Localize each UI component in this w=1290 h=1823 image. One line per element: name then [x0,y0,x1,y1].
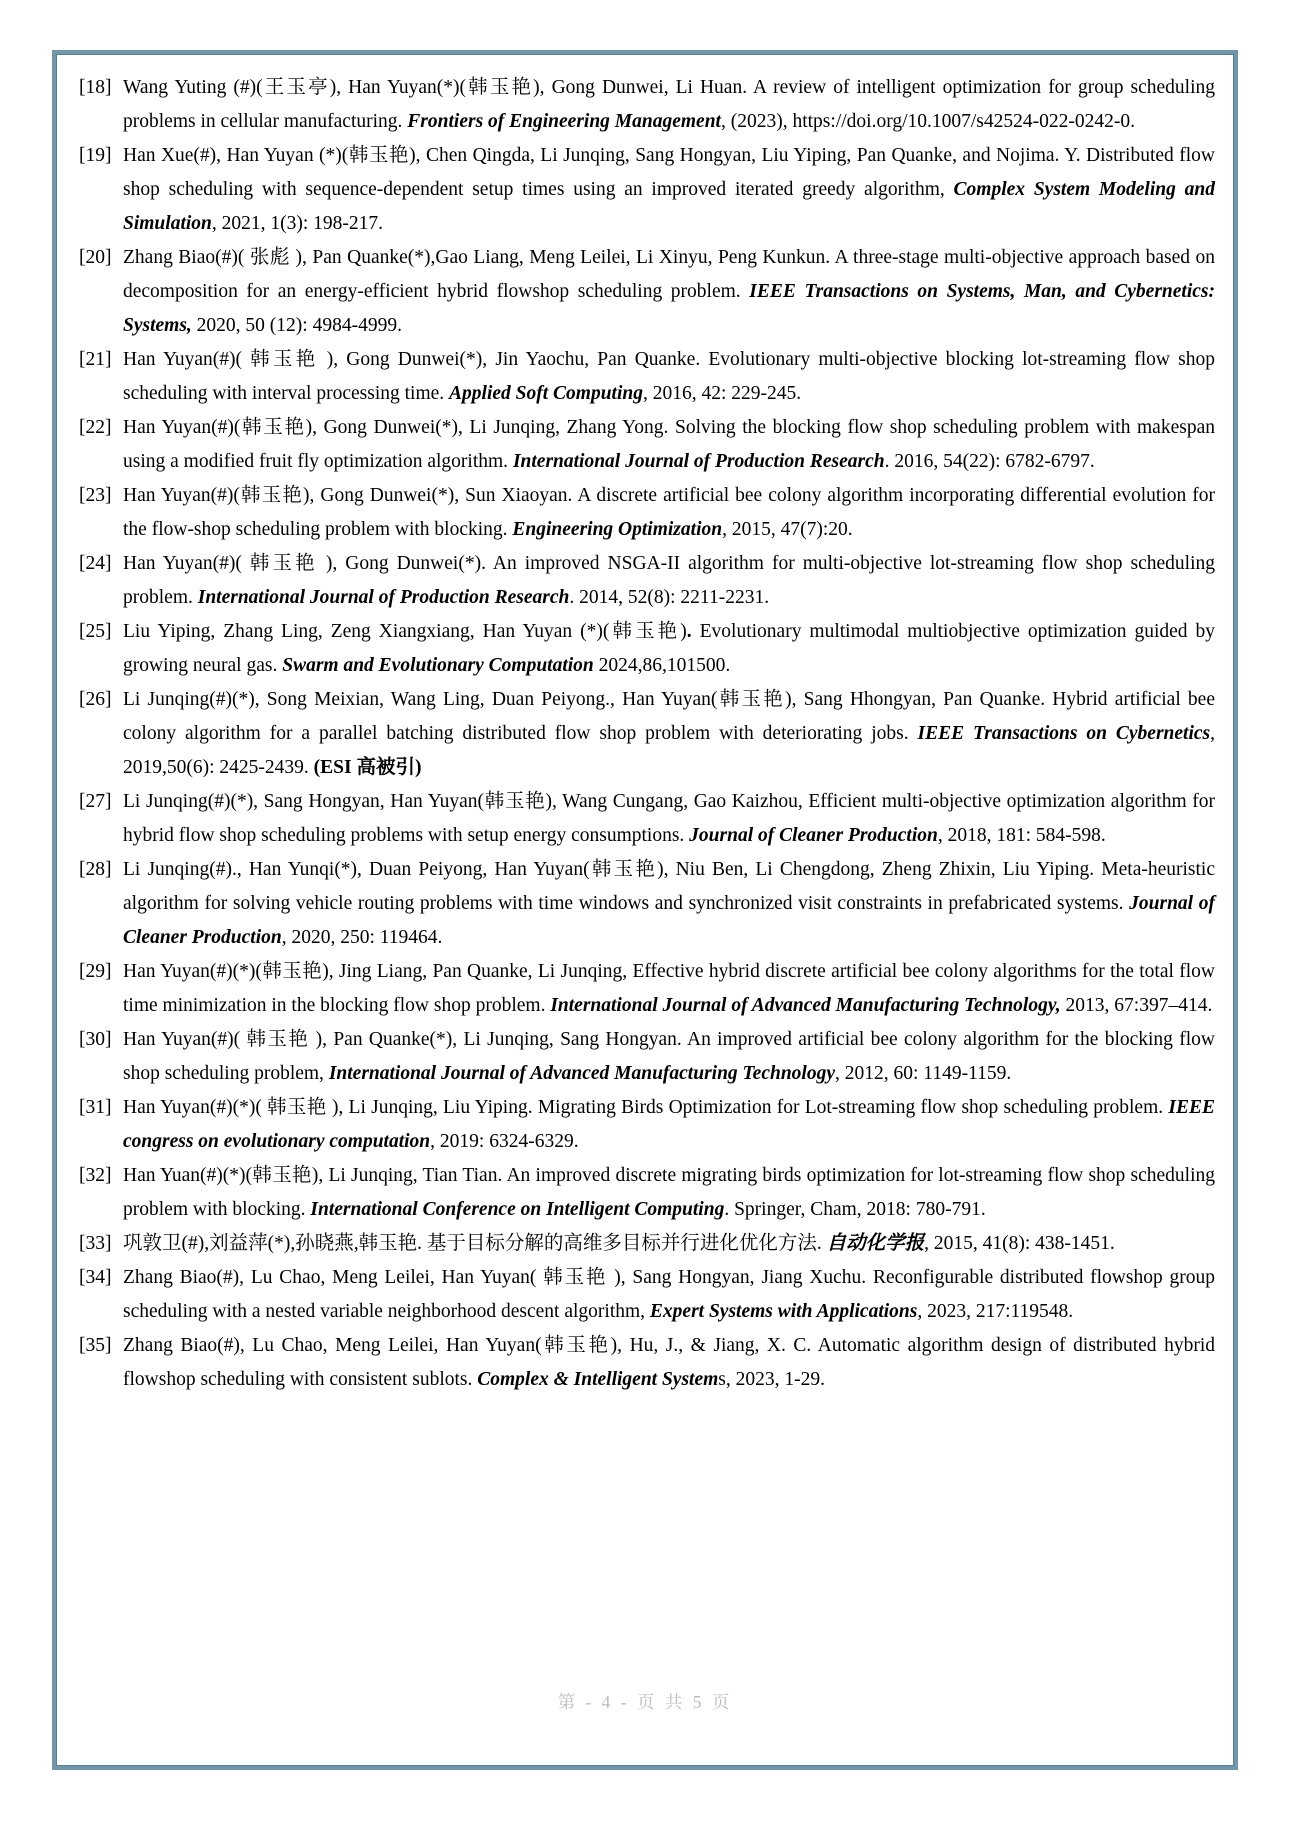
reference-text: , 2018, 181: 584-598. [937,825,1106,846]
document-page [52,50,1238,1770]
reference-text: 巩敦卫(#),刘益萍(*),孙晓燕,韩玉艳. 基于目标分解的高维多目标并行进化优化方法. [123,1233,827,1254]
journal-name: International Journal of Production Research [197,587,570,608]
reference-item [79,955,1215,1023]
journal-name: IEEE congress on evolutionary computation [123,1097,1215,1152]
journal-name: International Journal of Production Research [512,451,885,472]
reference-text: , 2015, 41(8): 438-1451. [924,1233,1115,1254]
journal-name: Engineering Optimization [512,519,723,540]
reference-number: [32] [79,1165,112,1186]
reference-text: Wang Yuting (#)(王玉亭), Han Yuyan(*)(韩玉艳), Gong Dunwei, Li Huan. A review of intelligent optimization for group scheduling problems in cellular manufacturing. [123,77,1215,132]
journal-name: IEEE Transactions on Cybernetics [917,723,1211,744]
reference-text: Evolutionary multimodal multiobjective optimization guided by growing neural gas. [123,621,1215,676]
reference-item [79,1091,1215,1159]
reference-item [79,1329,1215,1397]
journal-name: Applied Soft Computing [449,383,643,404]
journal-name: Complex System Modeling and Simulation [123,179,1215,234]
reference-number: [27] [79,791,112,812]
reference-text: . Springer, Cham, 2018: 780-791. [724,1199,986,1220]
reference-text: Liu Yiping, Zhang Ling, Zeng Xiangxiang, Han Yuyan (*)(韩玉艳) [123,621,687,642]
reference-text: Han Yuan(#)(*)(韩玉艳), Li Junqing, Tian Tian. An improved discrete migrating birds optimization for lot-streaming flow shop scheduling problem with blocking. [123,1165,1215,1220]
reference-number: [21] [79,349,112,370]
reference-text: Han Yuyan(#)(韩玉艳), Gong Dunwei(*), Li Junqing, Zhang Yong. Solving the blocking flow shop scheduling problem with makespan using a modified fruit fly optimization algorithm. [123,417,1215,472]
journal-name: Expert Systems with Applications [649,1301,918,1322]
reference-text: 2013, 67:397–414. [1060,995,1213,1016]
reference-item [79,853,1215,955]
reference-text: Zhang Biao(#)( 张彪 ), Pan Quanke(*),Gao Liang, Meng Leilei, Li Xinyu, Peng Kunkun. A three-stage multi-objective approach based on decomposition for an energy-efficient hybrid flowshop scheduling problem. [123,247,1215,302]
journal-name: IEEE Transactions on Systems, Man, and Cybernetics: Systems, [123,281,1215,336]
reference-text: , 2015, 47(7):20. [722,519,853,540]
reference-text: , (2023), https://doi.org/10.1007/s42524-022-0242-0. [720,111,1135,132]
reference-number: [26] [79,689,112,710]
references-list [79,71,1215,1397]
journal-name: Journal of Cleaner Production [123,893,1215,948]
journal-name: 自动化学报 [826,1233,925,1254]
journal-name: Complex & Intelligent System [477,1369,719,1390]
reference-text: , 2016, 42: 229-245. [642,383,802,404]
reference-item [79,1227,1215,1261]
reference-number: [24] [79,553,112,574]
reference-text: Han Yuyan(#)( 韩玉艳 ), Gong Dunwei(*), Jin Yaochu, Pan Quanke. Evolutionary multi-objective blocking lot-streaming flow shop scheduling with interval processing time. [123,349,1215,404]
reference-text: Han Xue(#), Han Yuyan (*)(韩玉艳), Chen Qingda, Li Junqing, Sang Hongyan, Liu Yiping, Pan Quanke, and Nojima. Y. Distributed flow shop scheduling with sequence-dependent setup times using an improved iterated greedy algorithm, [123,145,1215,200]
reference-text: . 2014, 52(8): 2211-2231. [569,587,770,608]
reference-item [79,615,1215,683]
reference-text: , 2021, 1(3): 198-217. [211,213,384,234]
reference-item [79,547,1215,615]
reference-text: , 2020, 250: 119464. [281,927,443,948]
reference-number: [23] [79,485,112,506]
reference-number: [18] [79,77,112,98]
reference-item [79,1023,1215,1091]
reference-number: [30] [79,1029,112,1050]
reference-item [79,683,1215,785]
journal-name: International Journal of Advanced Manufacturing Technology [328,1063,835,1084]
reference-item [79,785,1215,853]
reference-number: [29] [79,961,112,982]
journal-name: Frontiers of Engineering Management [407,111,721,132]
reference-text: , 2012, 60: 1149-1159. [835,1063,1012,1084]
reference-text: Li Junqing(#)(*), Song Meixian, Wang Ling, Duan Peiyong., Han Yuyan(韩玉艳), Sang Hhongyan, Pan Quanke. Hybrid artificial bee colony algorithm for a parallel batching distributed flow shop problem with deteriorating jobs. [123,689,1215,744]
reference-item [79,1261,1215,1329]
reference-text: 2024,86,101500. [593,655,731,676]
reference-number: [34] [79,1267,112,1288]
reference-item [79,479,1215,547]
reference-number: [22] [79,417,112,438]
reference-text: Han Yuyan(#)(*)(韩玉艳), Jing Liang, Pan Quanke, Li Junqing, Effective hybrid discrete artificial bee colony algorithms for the total flow time minimization in the blocking flow shop problem. [123,961,1215,1016]
reference-number: [19] [79,145,112,166]
journal-name: International Conference on Intelligent Computing [310,1199,725,1220]
reference-text: Han Yuyan(#)( 韩玉艳 ), Pan Quanke(*), Li Junqing, Sang Hongyan. An improved artificial bee colony algorithm for the blocking flow shop scheduling problem, [123,1029,1215,1084]
reference-text: , 2019,50(6): 2425-2439. [123,723,1215,778]
reference-text: Han Yuyan(#)(韩玉艳), Gong Dunwei(*), Sun Xiaoyan. A discrete artificial bee colony algorithm incorporating differential evolution for the flow-shop scheduling problem with blocking. [123,485,1215,540]
reference-text: s, 2023, 1-29. [718,1369,826,1390]
reference-text: Li Junqing(#)., Han Yunqi(*), Duan Peiyong, Han Yuyan(韩玉艳), Niu Ben, Li Chengdong, Zheng Zhixin, Liu Yiping. Meta-heuristic algorithm for solving vehicle routing problems with time windows and synchronized visit constraints in prefabricated systems. [123,859,1215,914]
journal-name: International Journal of Advanced Manufacturing Technology, [550,995,1061,1016]
reference-number: [35] [79,1335,112,1356]
reference-text: , 2023, 217:119548. [917,1301,1074,1322]
reference-text: (ESI 高被引) [313,757,422,778]
reference-text: 2020, 50 (12): 4984-4999. [191,315,402,336]
journal-name: Swarm and Evolutionary Computation [282,655,594,676]
reference-text: Zhang Biao(#), Lu Chao, Meng Leilei, Han Yuyan(韩玉艳), Hu, J., & Jiang, X. C. Automatic algorithm design of distributed hybrid flowshop scheduling with consistent sublots. [123,1335,1215,1390]
reference-item [79,1159,1215,1227]
reference-text: Han Yuyan(#)(*)( 韩玉艳 ), Li Junqing, Liu Yiping. Migrating Birds Optimization for Lot-streaming flow shop scheduling problem. [123,1097,1169,1118]
reference-number: [33] [79,1233,112,1254]
reference-number: [25] [79,621,112,642]
reference-item [79,343,1215,411]
reference-text: Han Yuyan(#)( 韩玉艳 ), Gong Dunwei(*). An improved NSGA-II algorithm for multi-objective lot-streaming flow shop scheduling problem. [123,553,1215,608]
reference-text: Zhang Biao(#), Lu Chao, Meng Leilei, Han Yuyan( 韩玉艳 ), Sang Hongyan, Jiang Xuchu. Reconfigurable distributed flowshop group scheduling with a nested variable neighborhood descent algorithm, [123,1267,1215,1322]
reference-text: . [686,621,700,642]
reference-number: [31] [79,1097,112,1118]
reference-text: Li Junqing(#)(*), Sang Hongyan, Han Yuyan(韩玉艳), Wang Cungang, Gao Kaizhou, Efficient multi-objective optimization algorithm for hybrid flow shop scheduling problems with setup energy consumptions. [123,791,1215,846]
page-footer [56,1689,1234,1714]
journal-name: Journal of Cleaner Production [689,825,938,846]
reference-number: [20] [79,247,112,268]
reference-item [79,411,1215,479]
reference-item [79,139,1215,241]
reference-item [79,241,1215,343]
page-number-text: 第 - 4 - 页 共 5 页 [557,1692,733,1712]
reference-number: [28] [79,859,112,880]
reference-text: . 2016, 54(22): 6782-6797. [884,451,1095,472]
reference-text: , 2019: 6324-6329. [430,1131,579,1152]
reference-item [79,71,1215,139]
